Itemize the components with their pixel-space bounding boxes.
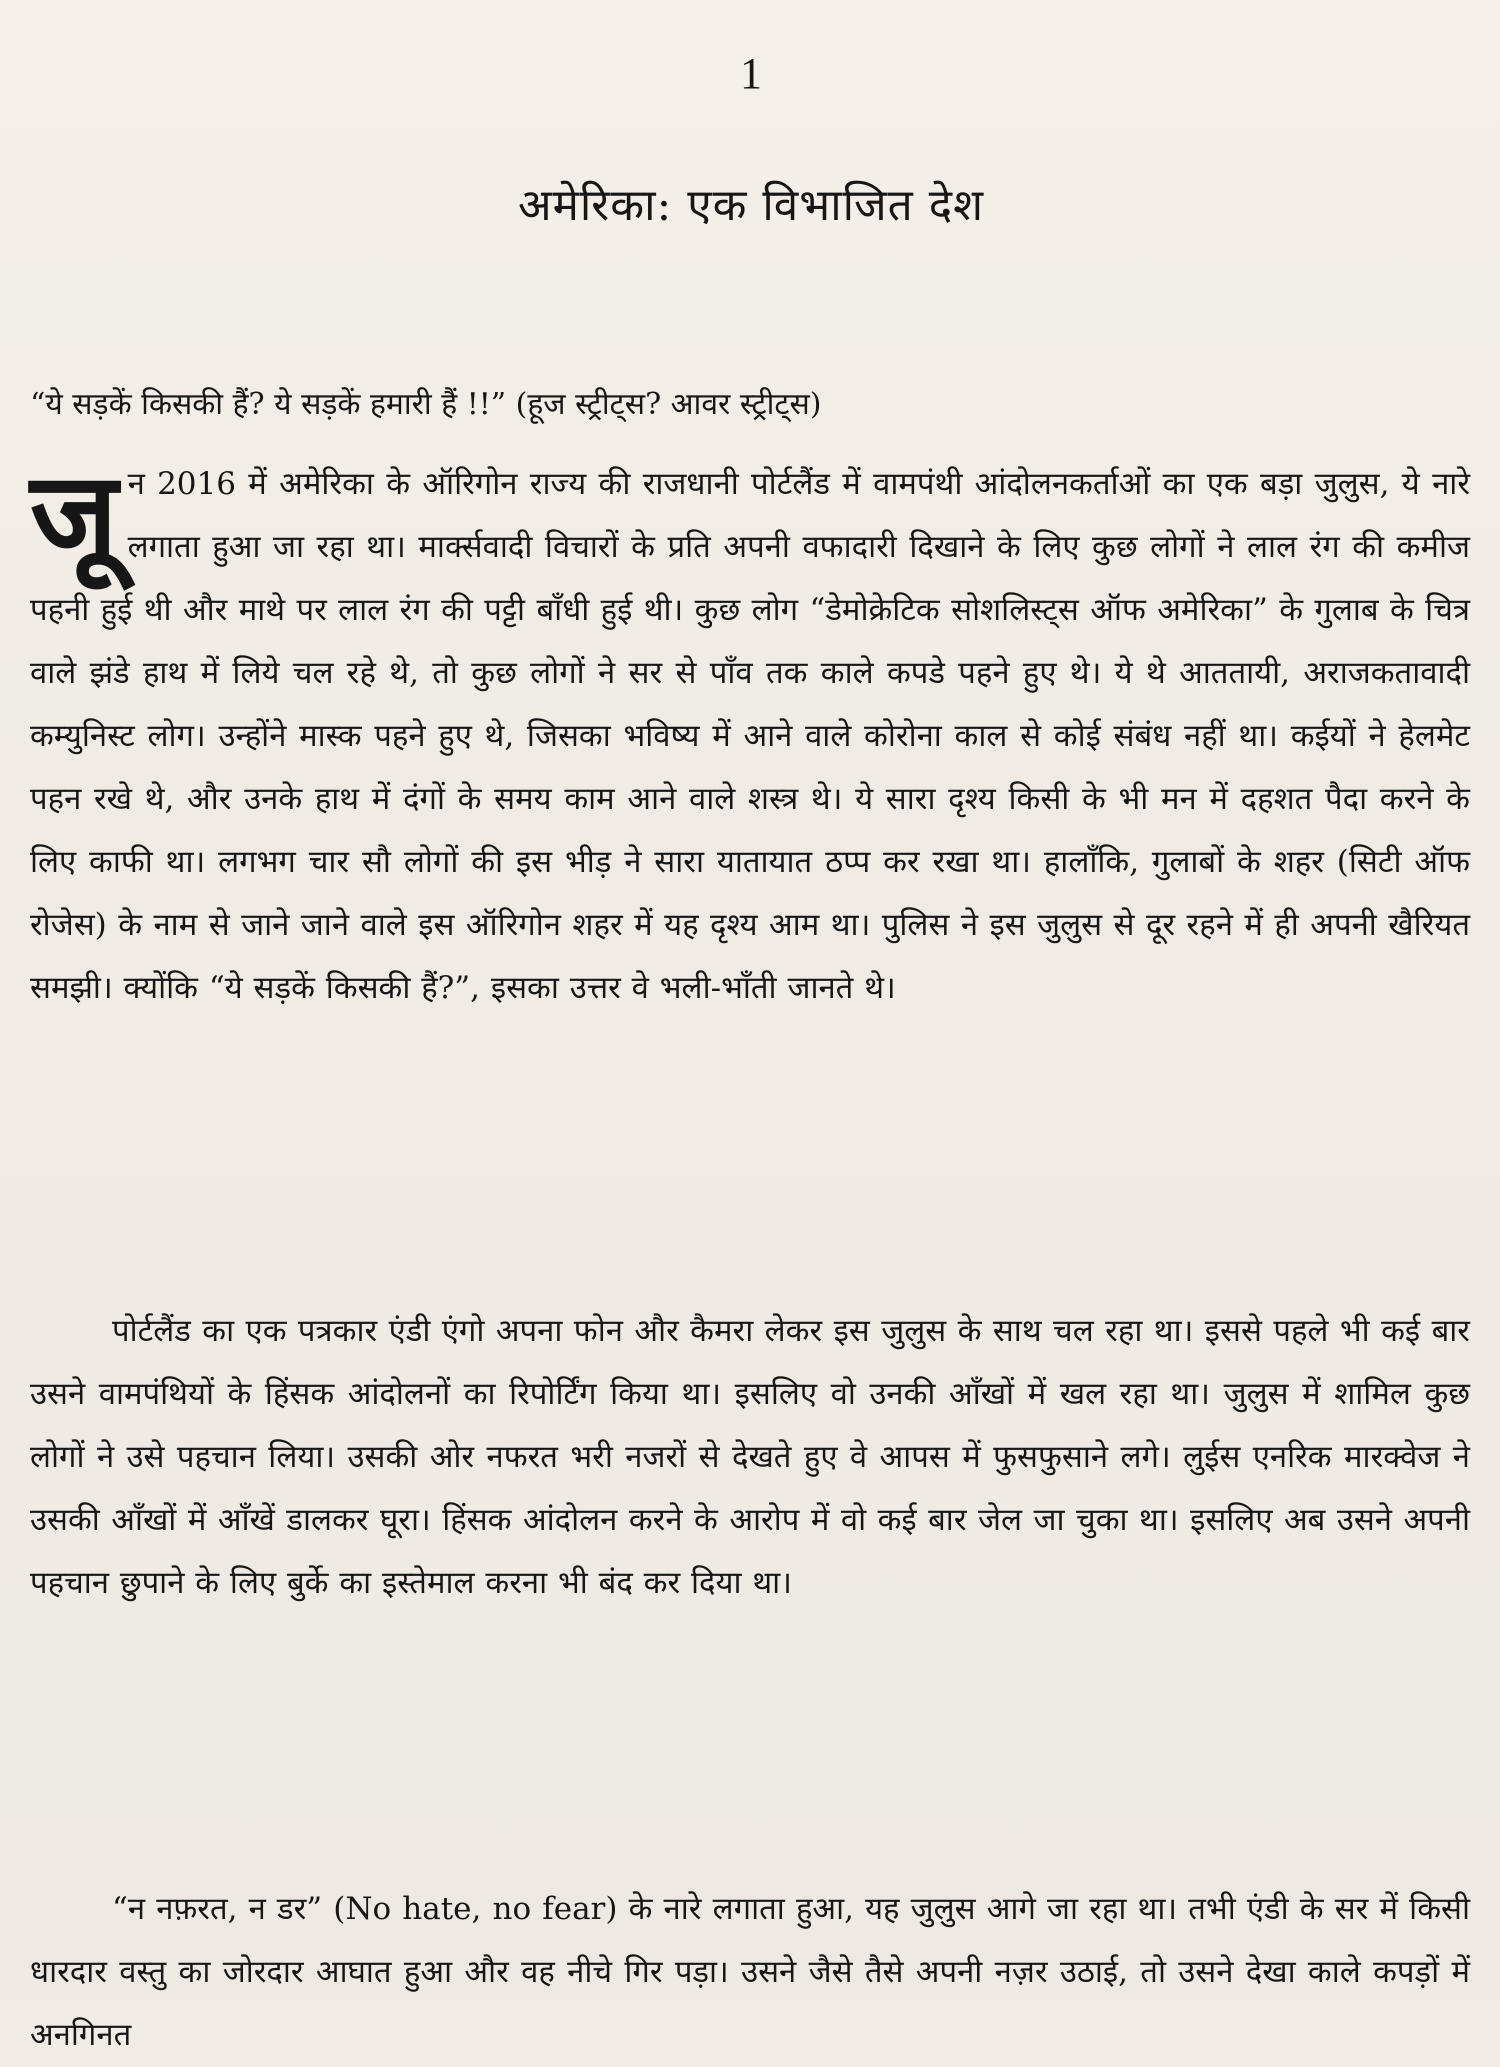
- chapter-number: 1: [740, 49, 762, 98]
- drop-cap: जू: [30, 445, 118, 584]
- paragraph-1-text: न 2016 में अमेरिका के ऑरिगोन राज्य की राजधानी पोर्टलैंड में वामपंथी आंदोलनकर्ताओं का एक बड़ा जुलुस, ये नारे लगाता हुआ जा रहा था। मार्क्सवादी विचारों के प्रति अपनी वफादारी दिखाने के लिए कुछ लोगों ने लाल रंग की कमीज पहनी हुई थी और माथे पर लाल रंग की पट्टी बाँधी हुई थी। कुछ लोग “डेमोक्रेटिक सोशलिस्ट्स ऑफ अमेरिका” के गुलाब के चित्र वाले झंडे हाथ में लिये चल रहे थे, तो कुछ लोगों ने सर से पाँव तक काले कपडे पहने हुए थे। ये थे आततायी, अराजकतावादी कम्युनिस्ट लोग। उन्होंने मास्क पहने हुए थे, जिसका भविष्य में आने वाले कोरोना काल से कोई संबंध नहीं था। कईयों ने हेलमेट पहन रखे थे, और उनके हाथ में दंगों के समय काम आने वाले शस्त्र थे। ये सारा दृश्य किसी के भी मन में दहशत पैदा करने के लिए काफी था। लगभग चार सौ लोगों की इस भीड़ ने सारा यातायात ठप्प कर रखा था। हालाँकि, गुलाबों के शहर (सिटी ऑफ रोजेस) के नाम से जाने जाने वाले इस ऑरिगोन शहर में यह दृश्य आम था। पुलिस ने इस जुलुस से दूर रहने में ही अपनी खैरियत समझी। क्योंकि “ये सड़कें किसकी हैं?”, इसका उत्तर वे भली-भाँती जानते थे।: [30, 466, 1470, 1006]
- paragraph-2: पोर्टलैंड का एक पत्रकार एंडी एंगो अपना फोन और कैमरा लेकर इस जुलुस के साथ चल रहा था। इससे पहले भी कई बार उसने वामपंथियों के हिंसक आंदोलनों का रिपोर्टिंग किया था। इसलिए वो उनकी आँखों में खल रहा था। जुलुस में शामिल कुछ लोगों ने उसे पहचान लिया। उसकी ओर नफरत भरी नजरों से देखते हुए वे आपस में फुसफुसाने लगे। लुईस एनरिक मारक्वेज ने उसकी आँखों में आँखें डालकर घूरा। हिंसक आंदोलन करने के आरोप में वो कई बार जेल जा चुका था। इसलिए अब उसने अपनी पहचान छुपाने के लिए बुर्के का इस्तेमाल करना भी बंद कर दिया था।: [30, 1313, 1470, 1601]
- epigraph: “ये सड़कें किसकी हैं? ये सड़कें हमारी हैं !!” (हूज स्ट्रीट्स? आवर स्ट्रीट्स): [30, 387, 822, 422]
- chapter-title: अमेरिका: एक विभाजित देश: [517, 180, 984, 231]
- paragraph-3: “न नफ़रत, न डर” (No hate, no fear) के नारे लगाता हुआ, यह जुलुस आगे जा रहा था। तभी एंडी के सर में किसी धारदार वस्तु का जोरदार आघात हुआ और वह नीचे गिर पड़ा। उसने जैसे तैसे अपनी नज़र उठाई, तो उसने देखा काले कपड़ों में अनगिनत: [30, 1891, 1470, 2053]
- paragraph-1: [30, 445, 1470, 1020]
